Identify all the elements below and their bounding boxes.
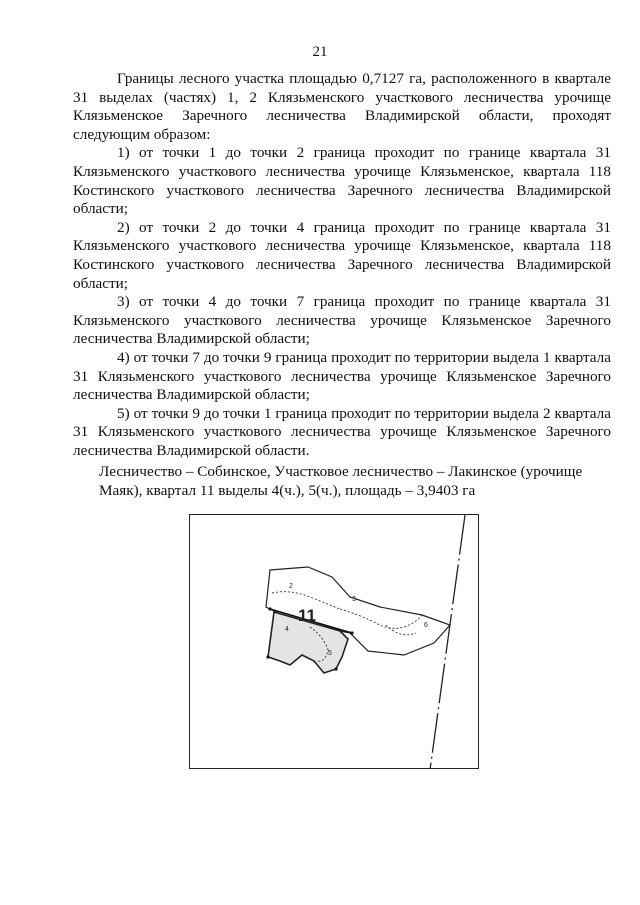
boundary-item-4: 4) от точки 7 до точки 9 граница проходит по территории выдела 1 квартала 31 Клязьменского участкового лесничества урочище Клязьменское Заречного лесничества Владимирской области; bbox=[73, 348, 611, 404]
parcel-label-5: 5 bbox=[328, 650, 332, 657]
parcel-label-2: 2 bbox=[289, 583, 293, 590]
boundary-item-3: 3) от точки 4 до точки 7 граница проходит по границе квартала 31 Клязьменского участкового лесничества урочище Клязьменское Заречного лесничества Владимирской области; bbox=[73, 293, 611, 348]
allotment-line-3 bbox=[386, 625, 416, 635]
page-number: 21 bbox=[312, 44, 328, 60]
boundary-point bbox=[334, 667, 337, 670]
parcel-label-3: 3 bbox=[352, 596, 356, 603]
allotment-line-2 bbox=[340, 609, 422, 628]
boundary-point bbox=[350, 631, 353, 634]
boundary-item-1: 1) от точки 1 до точки 2 граница проходит по границе квартала 31 Клязьменского участкового лесничества урочище Клязьменское, квартала 118 Костинского участкового лесничества Заречного лесничества Владимирской области; bbox=[73, 144, 611, 218]
boundary-item-2: 2) от точки 2 до точки 4 граница проходит по границе квартала 31 Клязьменского участкового лесничества урочище Клязьменское, квартала 118 Костинского участкового лесничества Заречного лесничества Владимирской области; bbox=[73, 218, 611, 292]
boundary-item-5: 5) от точки 9 до точки 1 граница проходит по территории выдела 2 квартала 31 Клязьменского участкового лесничества урочище Клязьменское Заречного лесничества Владимирской области. bbox=[73, 404, 611, 459]
parcel-caption: Лесничество – Собинское, Участковое лесничество – Лакинское (урочище Маяк), квартал 11 выделы 4(ч.), 5(ч.), площадь – 3,9403 га bbox=[99, 463, 583, 499]
quarter-number: 11 bbox=[298, 606, 316, 625]
intro-paragraph: Границы лесного участка площадью 0,7127 га, расположенного в квартале 31 выделах (частях) 1, 2 Клязьменского участкового лесничества урочище Клязьменское Заречного лесничества Владимирской области, проходят следующим образом: bbox=[73, 70, 611, 143]
parcel-label-4: 4 bbox=[285, 626, 289, 633]
boundary-description bbox=[73, 70, 611, 460]
boundary-point bbox=[268, 607, 271, 610]
boundary-point bbox=[266, 655, 269, 658]
parcel-map-drawing bbox=[190, 515, 479, 769]
parcel-label-6: 6 bbox=[424, 622, 428, 629]
parcel-map bbox=[189, 514, 479, 769]
